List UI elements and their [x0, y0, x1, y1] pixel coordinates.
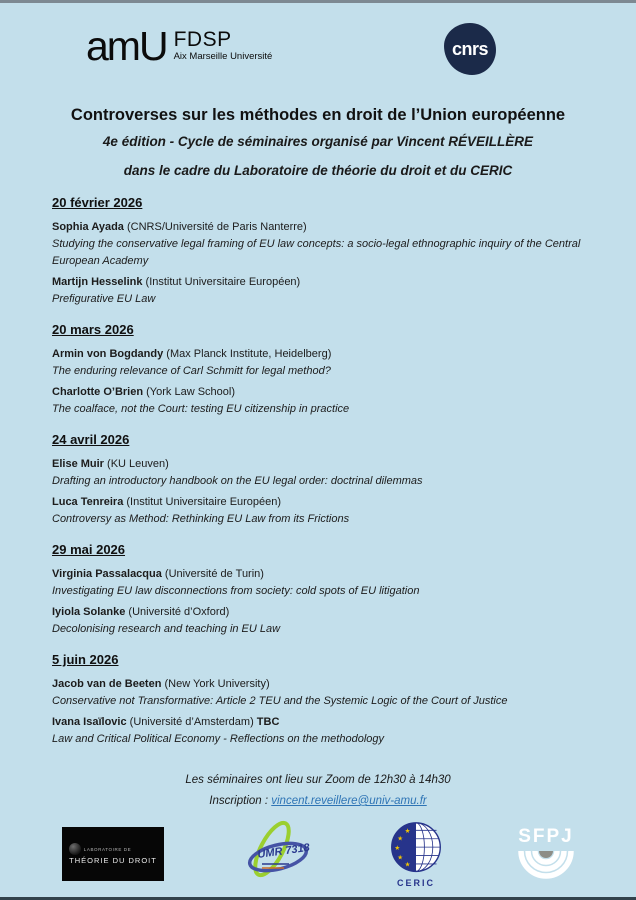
speaker-affiliation: (Max Planck Institute, Heidelberg): [163, 348, 332, 360]
talk-title: Studying the conservative legal framing of EU law concepts: a socio-legal ethnographic inquiry of the Central European Academy: [52, 238, 581, 267]
talk: [52, 676, 581, 710]
speaker-name: Martijn Hesselink: [52, 276, 143, 288]
ceric-logo: [388, 821, 444, 888]
speaker-line: [52, 456, 581, 473]
speaker-affiliation: (Université de Turin): [161, 568, 264, 580]
session-24-avril: [52, 431, 581, 528]
speaker-name: Iyiola Solanke: [52, 606, 126, 618]
page-title: Controverses sur les méthodes en droit de l’Union européenne: [70, 106, 566, 125]
svg-text:★: ★: [397, 853, 404, 861]
talk-title: Prefigurative EU Law: [52, 293, 156, 305]
sfpj-logo: [514, 827, 578, 881]
speaker-line: [52, 604, 581, 621]
session-5-juin: [52, 651, 581, 748]
inscription-label: Inscription :: [209, 795, 272, 807]
amu-university-label: Aix Marseille Université: [173, 51, 273, 62]
speaker-name: Sophia Ayada: [52, 221, 124, 233]
speaker-line: [52, 274, 581, 291]
inscription-email-link[interactable]: vincent.reveillere@univ-amu.fr: [271, 795, 427, 807]
session-date: 20 mars 2026: [52, 322, 134, 337]
ceric-label: CERIC: [396, 877, 435, 888]
top-border: [0, 0, 636, 3]
talk: [52, 219, 581, 270]
speaker-name: Virginia Passalacqua: [52, 568, 162, 580]
cnrs-logo: [444, 23, 496, 75]
subtitle-edition: 4e édition - Cycle de séminaires organisé par Vincent RÉVEILLÈRE: [102, 134, 534, 149]
talk-title: Drafting an introductory handbook on the EU legal order: doctrinal dilemmas: [52, 475, 423, 487]
subtitle-lab: dans le cadre du Laboratoire de théorie du droit et du CERIC: [123, 163, 513, 178]
talk-title: Controversy as Method: Rethinking EU Law from its Frictions: [52, 513, 350, 525]
talk: [52, 566, 581, 600]
speaker-affiliation: (Institut Universitaire Européen): [142, 276, 301, 288]
lab-logo-line2: THÉORIE DU DROIT: [69, 856, 157, 865]
laboratoire-theorie-du-droit-logo: [62, 827, 164, 881]
talk-title: Law and Critical Political Economy - Reflections on the methodology: [52, 733, 384, 745]
speaker-name: Elise Muir: [52, 458, 104, 470]
amu-logo-text: [174, 29, 273, 62]
session-29-mai: [52, 541, 581, 638]
session-date: 20 février 2026: [52, 195, 143, 210]
talk: [52, 384, 581, 418]
umr-swoosh-icon: [234, 815, 318, 889]
speaker-affiliation: (KU Leuven): [103, 458, 169, 470]
speaker-affiliation: (CNRS/Université de Paris Nanterre): [123, 221, 307, 233]
inscription-line: [0, 795, 636, 807]
speaker-name: Jacob van de Beeten: [52, 678, 162, 690]
talk: [52, 604, 581, 638]
speaker-name: Luca Tenreira: [52, 496, 124, 508]
session-date: 24 avril 2026: [52, 432, 130, 447]
talk: [52, 274, 581, 308]
umr-7318-logo: [234, 815, 318, 894]
session-date: 29 mai 2026: [52, 542, 126, 557]
talk: [52, 494, 581, 528]
speaker-line: [52, 346, 581, 363]
sfpj-label: SFPJ: [518, 826, 574, 847]
ceric-globe-icon: [388, 821, 444, 877]
talk-title: The enduring relevance of Carl Schmitt for legal method?: [52, 365, 331, 377]
partner-logos: [62, 820, 578, 888]
talk-title: Investigating EU law disconnections from society: cold spots of EU litigation: [52, 585, 420, 597]
talk: [52, 456, 581, 490]
svg-text:★: ★: [404, 861, 411, 869]
session-20-mars: [52, 321, 581, 418]
speaker-affiliation: (New York University): [161, 678, 270, 690]
svg-text:★: ★: [394, 844, 401, 852]
cnrs-logo-label: cnrs: [451, 38, 489, 59]
speaker-line: [52, 494, 581, 511]
sphere-icon: [69, 843, 81, 855]
talk: [52, 714, 581, 748]
speaker-name: Armin von Bogdandy: [52, 348, 164, 360]
session-date: 5 juin 2026: [52, 652, 119, 667]
lab-logo-line1: LABORATOIRE DE: [83, 846, 132, 852]
speaker-line: [52, 566, 581, 583]
umr-label: UMR 7318: [256, 841, 311, 861]
speaker-name: Ivana Isaïlovic: [52, 716, 127, 728]
svg-text:★: ★: [404, 827, 411, 835]
session-20-fevrier: [52, 194, 581, 308]
amu-logo: [86, 23, 273, 69]
talk-title: Decolonising research and teaching in EU Law: [52, 623, 281, 635]
speaker-line: [52, 384, 581, 401]
speaker-line: [52, 714, 581, 731]
speaker-affiliation: (Université d’Amsterdam): [126, 716, 254, 728]
speaker-line: [52, 219, 581, 236]
amu-faculty-label: FDSP: [173, 28, 232, 51]
speaker-affiliation: (Université d’Oxford): [125, 606, 230, 618]
sfpj-arcs-icon: [514, 847, 578, 881]
talk-title: The coalface, not the Court: testing EU citizenship in practice: [52, 403, 350, 415]
speaker-note: TBC: [253, 716, 280, 728]
schedule-note: Les séminaires ont lieu sur Zoom de 12h30 à 14h30: [185, 774, 451, 786]
sessions-list: [52, 194, 581, 761]
speaker-affiliation: (Institut Universitaire Européen): [123, 496, 282, 508]
speaker-affiliation: (York Law School): [143, 386, 235, 398]
amu-acronym: amU: [86, 23, 167, 69]
svg-text:★: ★: [397, 835, 404, 843]
lab-logo-top: [69, 843, 132, 855]
speaker-line: [52, 676, 581, 693]
talk-title: Conservative not Transformative: Article 2 TEU and the Systemic Logic of the Court of Justice: [52, 695, 508, 707]
talk: [52, 346, 581, 380]
speaker-name: Charlotte O’Brien: [52, 386, 144, 398]
